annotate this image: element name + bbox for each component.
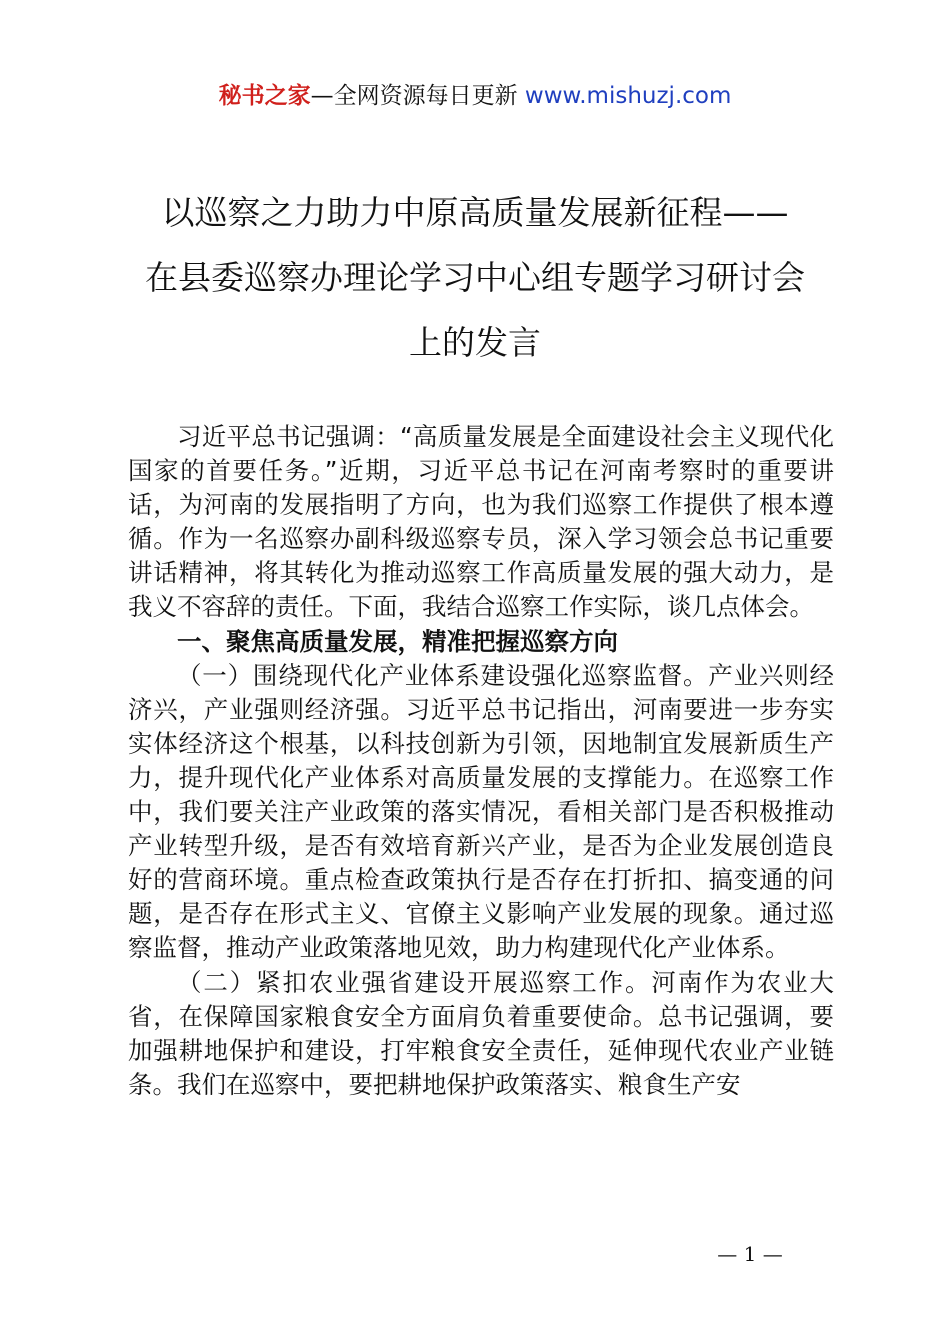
brand-slogan: —全网资源每日更新	[310, 83, 525, 109]
title-line-2: 在县委巡察办理论学习中心组专题学习研讨会	[145, 258, 805, 297]
intro-paragraph: 习近平总书记强调：“高质量发展是全面建设社会主义现代化国家的首要任务。”近期，习近平总书记在河南考察时的重要讲话，为河南的发展指明了方向，也为我们巡察工作提供了根本遵循。作为一名巡察办副科级巡察专员，深入学习领会总书记重要讲话精神，将其转化为推动巡察工作高质量发展的强大动力，是我义不容辞的责任。下面，我结合巡察工作实际，谈几点体会。	[128, 422, 834, 622]
subsection-paragraph-1: （一）围绕现代化产业体系建设强化巡察监督。产业兴则经济兴，产业强则经济强。习近平总书记指出，河南要进一步夯实实体经济这个根基，以科技创新为引领，因地制宜发展新质生产力，提升现代化产业体系对高质量发展的支撑能力。在巡察工作中，我们要关注产业政策的落实情况，看相关部门是否积极推动产业转型升级，是否有效培育新兴产业，是否为企业发展创造良好的营商环境。重点检查政策执行是否存在打折扣、搞变通的问题，是否存在形式主义、官僚主义影响产业发展的现象。通过巡察监督，推动产业政策落地见效，助力构建现代化产业体系。	[128, 660, 834, 963]
site-header	[0, 80, 950, 112]
site-url[interactable]: www.mishuzj.com	[524, 83, 732, 109]
page-number: — 1 —	[717, 1242, 783, 1266]
section-heading-1: 一、聚焦高质量发展，精准把握巡察方向	[177, 626, 618, 656]
title-line-1: 以巡察之力助力中原高质量发展新征程——	[161, 193, 789, 232]
subsection-paragraph-2: （二）紧扣农业强省建设开展巡察工作。河南作为农业大省，在保障国家粮食安全方面肩负着重要使命。总书记强调，要加强耕地保护和建设，打牢粮食安全责任，延伸现代农业产业链条。我们在巡察中，要把耕地保护政策落实、粮食生产安	[128, 967, 834, 1099]
title-line-3: 上的发言	[409, 323, 541, 362]
document-title	[100, 180, 850, 375]
document-body	[128, 420, 834, 1102]
brand-name: 秘书之家	[218, 83, 311, 109]
